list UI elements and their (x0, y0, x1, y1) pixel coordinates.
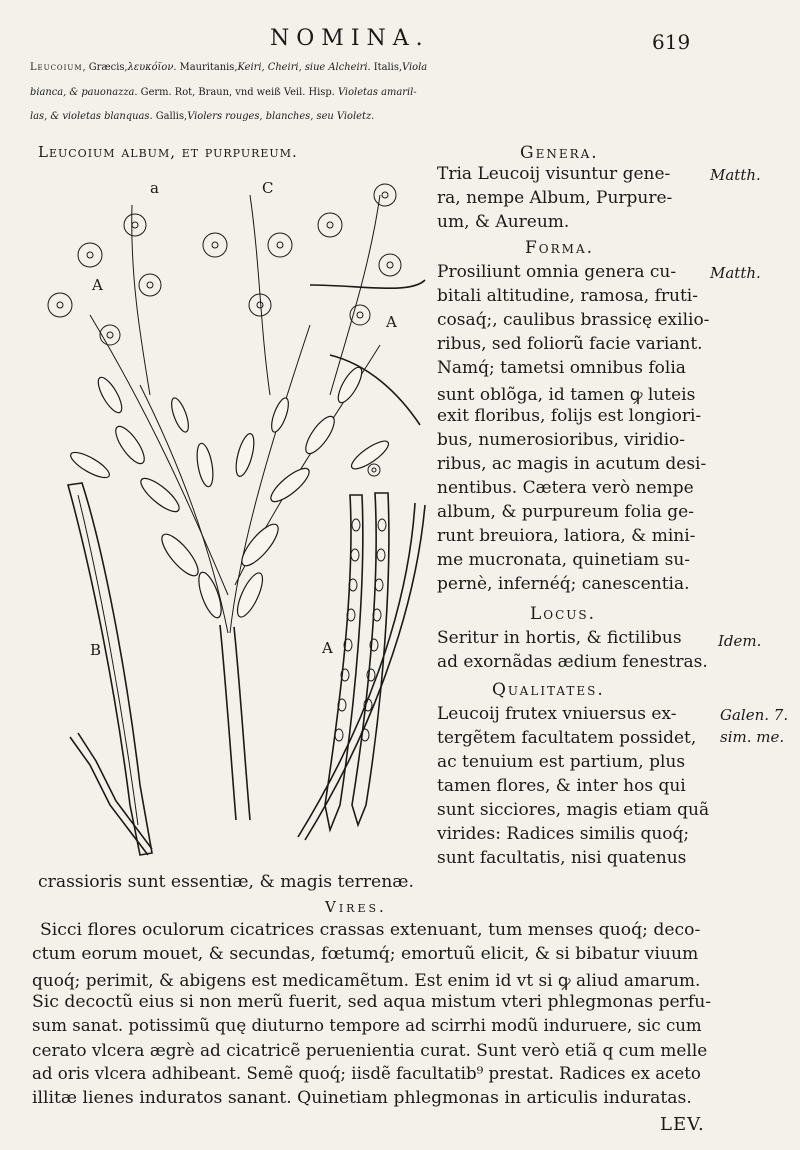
nomina-seg: Keiri, Cheiri, siue Alcheiri (237, 62, 368, 73)
nomina-line-3 (30, 111, 770, 122)
forma-line: ribus, ac magis in acutum desi- (437, 454, 707, 474)
vires-line: cerato vlcera ægrè ad cicatricẽ peruenientia curat. Sunt verò etiã q cum melle (32, 1040, 708, 1060)
forma-line: cosaq́;, caulibus brassicę exilio- (437, 310, 710, 330)
nomina-seg: . (371, 111, 375, 122)
section-title-vires: Vires. (325, 898, 387, 916)
forma-line: bitali altitudine, ramosa, fruti- (437, 286, 698, 306)
running-head: NOMINA. (270, 26, 430, 51)
margin-note-matth-1: Matth. (710, 166, 761, 184)
plant-woodcut-illustration (30, 165, 430, 865)
nomina-seg: Viola (402, 62, 428, 73)
forma-line: me mucronata, quinetiam su- (437, 550, 691, 570)
locus-line: Seritur in hortis, & fictilibus (437, 628, 682, 648)
margin-note-matth-2: Matth. (710, 264, 761, 282)
forma-line: Prosiliunt omnia genera cu- (437, 262, 677, 282)
nomina-seg: Leucoium (30, 62, 83, 73)
nomina-seg: . Hisp. (302, 87, 335, 98)
figure-label-a2: A (92, 276, 103, 294)
forma-line: exit floribus, folijs est longiori- (437, 406, 702, 426)
qualitates-line: ac tenuium est partium, plus (437, 752, 686, 772)
forma-line: bus, numerosioribus, viridio- (437, 430, 686, 450)
figure-label-a4: A (322, 639, 333, 657)
nomina-seg: las, & violetas blanquas (30, 111, 150, 122)
genera-line: um, & Aureum. (437, 212, 570, 232)
nomina-seg: . Germ. (134, 87, 172, 98)
catchword: LEV. (660, 1114, 705, 1135)
section-title-forma: Forma. (525, 238, 595, 258)
figure-caption: Leucoium album, et purpureum. (38, 143, 298, 161)
page-number: 619 (652, 30, 691, 54)
margin-note-idem: Idem. (718, 632, 762, 650)
genera-line: ra, nempe Album, Purpure- (437, 188, 673, 208)
qualitates-line: sunt facultatis, nisi quatenus (437, 848, 687, 868)
section-title-locus: Locus. (530, 604, 597, 624)
nomina-seg: λευκόϊον (127, 62, 174, 73)
nomina-seg: . Mauritanis, (173, 62, 238, 73)
figure-label-c: C (262, 179, 274, 197)
forma-line: runt breuiora, latiora, & mini- (437, 526, 696, 546)
vires-line: sum sanat. potissimũ quę diuturno tempore ad scirrhi modũ induruere, sic cum (32, 1016, 702, 1035)
forma-line: pernè, infernéq́; canescentia. (437, 574, 690, 594)
section-title-qualitates: Qualitates. (492, 680, 605, 700)
locus-line: ad exornãdas ædium fenestras. (437, 652, 708, 672)
qualitates-line: tamen flores, & inter hos qui (437, 776, 686, 796)
section-title-genera: Genera. (520, 143, 599, 163)
vires-line: quoq́; perimit, & abigens est medicamẽtum. Est enim id vt si ꝙ aliud amarum. (32, 970, 701, 990)
nomina-seg: Violetas amaril- (337, 87, 417, 98)
margin-note-sim-me: sim. me. (720, 728, 785, 746)
nomina-seg: Violers rouges, blanches, seu Violetz (187, 111, 372, 122)
forma-line: album, & purpureum folia ge- (437, 502, 694, 522)
nomina-seg: , Græcis, (82, 62, 128, 73)
nomina-line-2 (30, 87, 770, 98)
nomina-line-1 (30, 62, 770, 73)
figure-label-a: a (150, 179, 159, 197)
margin-note-galen: Galen. 7. (720, 706, 789, 724)
figure-label-a3: A (386, 313, 397, 331)
vires-line: ctum eorum mouet, & secundas, fœtumq́; emortuũ elicit, & si bibatur viuum (32, 944, 699, 964)
genera-line: Tria Leucoij visuntur gene- (437, 164, 671, 184)
nomina-seg: . Gallis, (149, 111, 188, 122)
nomina-seg: Rot, Braun, vnd weiß Veil (174, 87, 303, 98)
vires-line: Sicci flores oculorum cicatrices crassas extenuant, tum menses quoq́; deco- (40, 920, 701, 940)
qualitates-line: tergẽtem facultatem possidet, (437, 728, 697, 748)
qualitates-line: sunt sicciores, magis etiam quã (437, 800, 710, 820)
forma-line: nentibus. Cætera verò nempe (437, 478, 694, 498)
vires-line: illitæ lienes induratos sanant. Quinetiam phlegmonas in articulis induratas. (32, 1088, 692, 1108)
vires-line: Sic decoctũ eius si non merũ fuerit, sed aqua mistum vteri phlegmonas perfu- (32, 992, 712, 1012)
forma-line: Namq́; tametsi omnibus folia (437, 358, 686, 378)
nomina-seg: bianca, & pauonazza (30, 87, 135, 98)
vires-line: ad oris vlcera adhibeant. Semẽ quoq́; iisdẽ facultatib⁹ prestat. Radices ex aceto (32, 1064, 701, 1083)
qualitates-continuation: crassioris sunt essentiæ, & magis terrenæ. (38, 872, 414, 892)
forma-line: ribus, sed foliorũ facie variant. (437, 334, 703, 354)
nomina-seg: . Italis, (367, 62, 403, 73)
forma-line: sunt oblõga, id tamen ꝙ luteis (437, 385, 696, 405)
qualitates-line: virides: Radices similis quoq́; (437, 824, 690, 844)
qualitates-line: Leucoij frutex vniuersus ex- (437, 704, 677, 724)
figure-label-b: B (90, 641, 102, 659)
